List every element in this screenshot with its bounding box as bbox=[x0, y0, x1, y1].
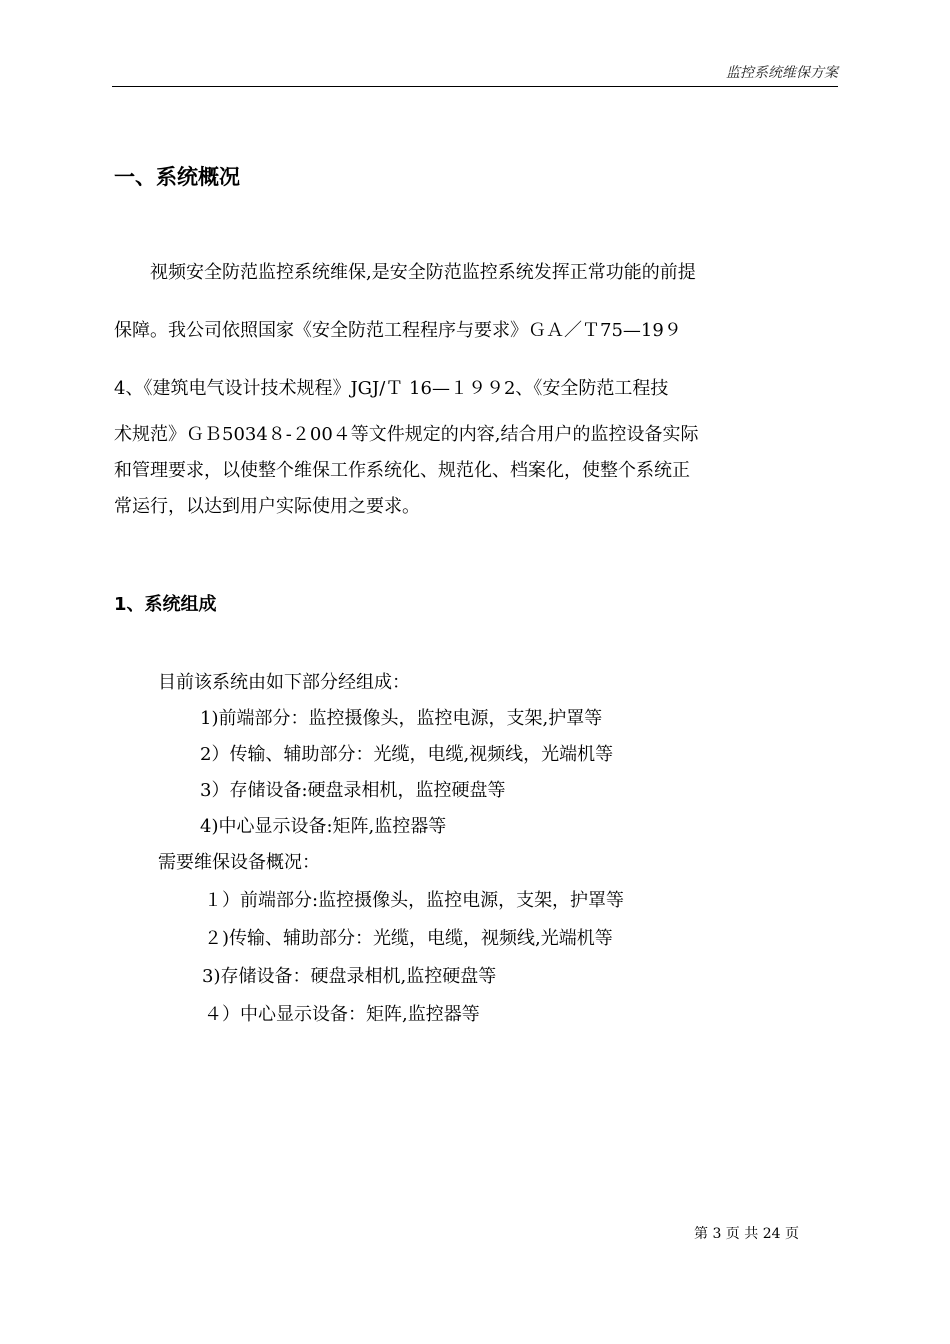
list-item: 2）传输、辅助部分：光缆，电缆,视频线，光端机等 bbox=[200, 744, 614, 765]
subsection-heading: 1、系统组成 bbox=[114, 594, 217, 615]
page-number: 第 3 页 共 24 页 bbox=[694, 1226, 799, 1242]
intro-line: 保障。我公司依照国家《安全防范工程程序与要求》ＧＡ／Ｔ75—19９ bbox=[114, 320, 682, 341]
page-header bbox=[112, 62, 838, 87]
list-item: ２)传输、辅助部分：光缆，电缆，视频线,光端机等 bbox=[204, 928, 613, 949]
intro-line: 视频安全防范监控系统维保,是安全防范监控系统发挥正常功能的前提 bbox=[114, 262, 696, 283]
header-title: 监控系统维保方案 bbox=[726, 65, 838, 81]
list-item: 3)存储设备：硬盘录相机,监控硬盘等 bbox=[202, 966, 497, 987]
list-item: １）前端部分:监控摄像头，监控电源，支架，护罩等 bbox=[204, 890, 625, 911]
intro-line: 术规范》ＧＢ5034８-２00４等文件规定的内容,结合用户的监控设备实际 bbox=[114, 424, 699, 445]
list-item: 1)前端部分：监控摄像头，监控电源，支架,护罩等 bbox=[200, 708, 603, 729]
list-item: 4)中心显示设备:矩阵,监控器等 bbox=[200, 816, 447, 837]
section-heading: 一、系统概况 bbox=[114, 165, 240, 189]
intro-line: 4、《建筑电气设计技术规程》JGJ/Ｔ 16—１９９2、《安全防范工程技 bbox=[114, 378, 669, 399]
intro-paragraph bbox=[114, 258, 838, 522]
list-item: ４）中心显示设备：矩阵,监控器等 bbox=[204, 1004, 480, 1025]
list-item: 3）存储设备:硬盘录相机，监控硬盘等 bbox=[200, 780, 506, 801]
maintenance-intro: 需要维保设备概况： bbox=[158, 852, 320, 873]
intro-line: 常运行，以达到用户实际使用之要求。 bbox=[114, 496, 420, 517]
composition-intro: 目前该系统由如下部分经组成： bbox=[158, 672, 410, 693]
intro-line: 和管理要求，以使整个维保工作系统化、规范化、档案化，使整个系统正 bbox=[114, 460, 690, 481]
